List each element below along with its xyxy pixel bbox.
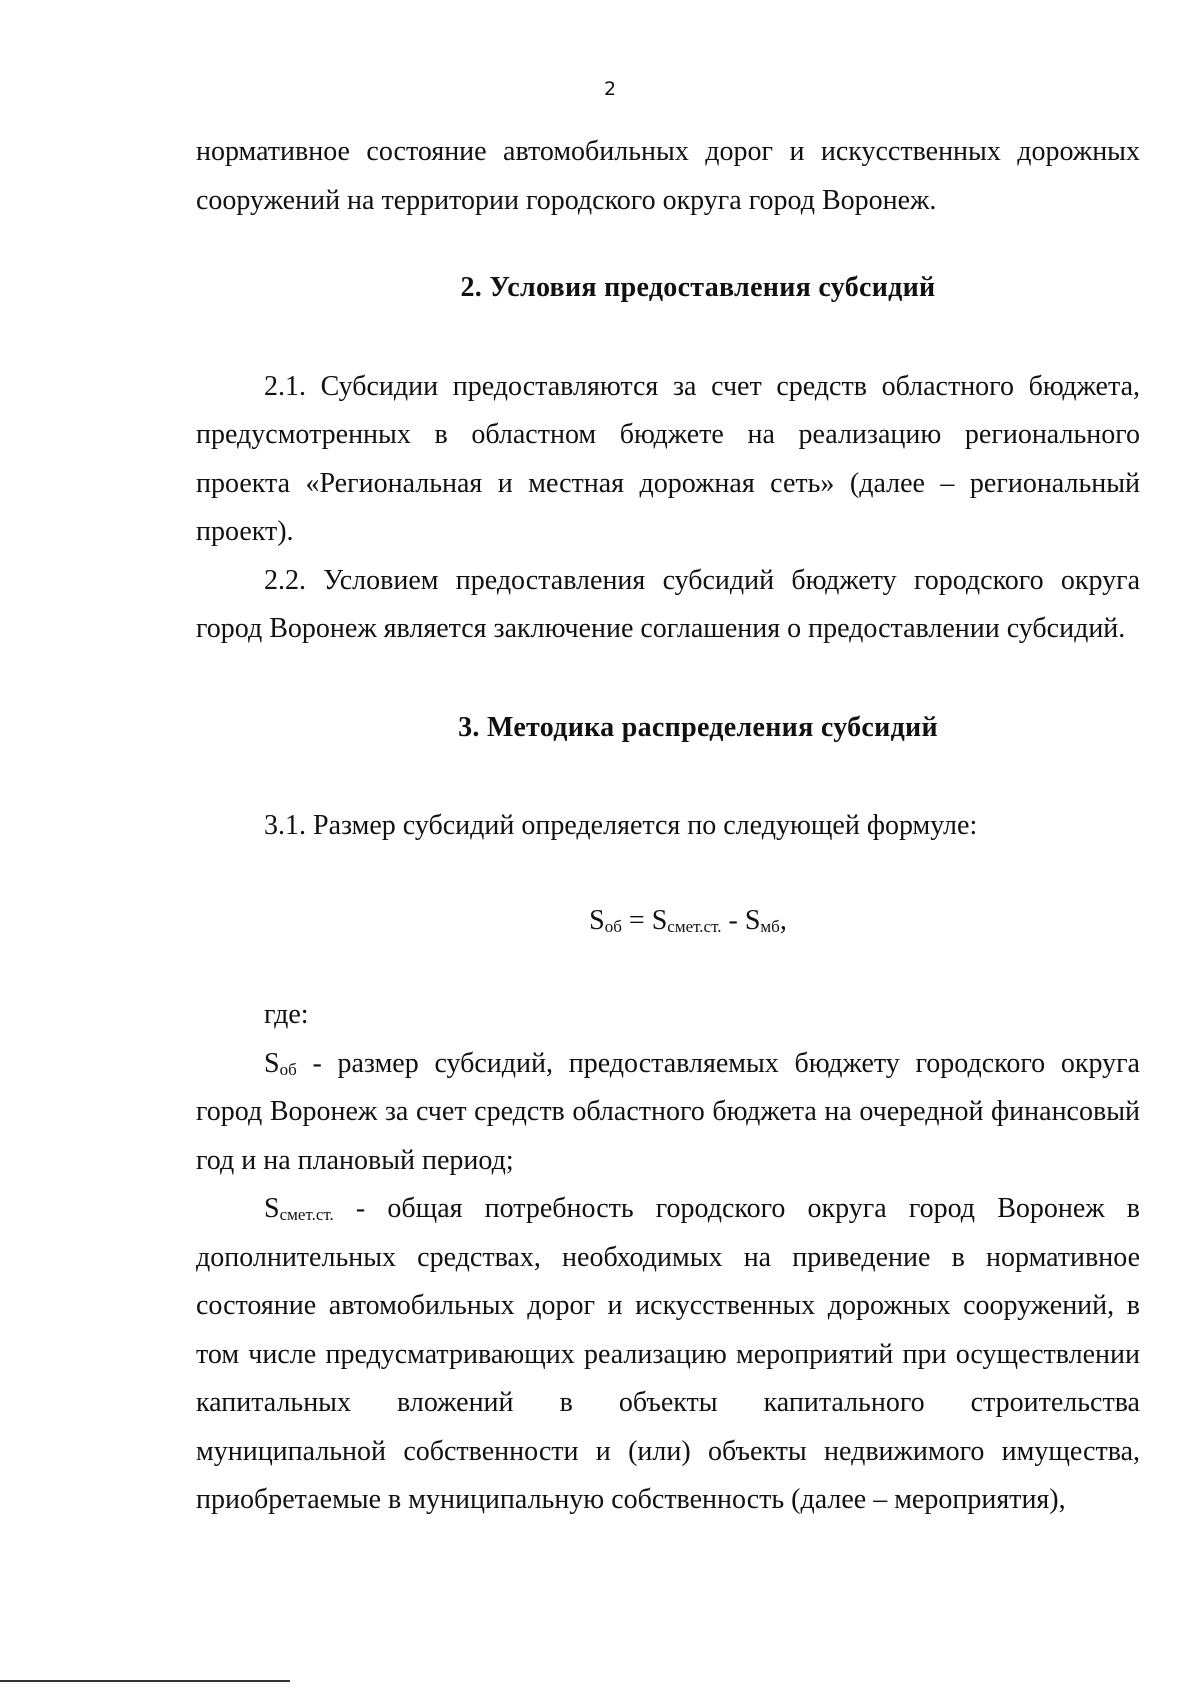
formula-symbol-s-mb: S (744, 904, 761, 936)
formula-comma: , (779, 904, 787, 936)
page-number: 2 (603, 78, 617, 100)
formula-equals: = (621, 904, 652, 936)
formula-symbol-s-smet: S (651, 904, 668, 936)
definition-s-ob-subscript: об (279, 1059, 297, 1079)
paragraph-2-1: 2.1. Субсидии предоставляются за счет средств областного бюджета, предусмотренных в областном бюджете на реализацию регионального проекта «Региональная и местная дорожная сеть» (далее – региональный проект). (196, 370, 1140, 547)
formula-symbol-s-ob: S (589, 904, 605, 936)
formula-subscript-smet: смет.ст. (667, 916, 722, 936)
definition-s-smet-symbol: S (264, 1193, 280, 1224)
formula-minus: - (721, 904, 745, 936)
formula-subscript-ob: об (604, 916, 622, 936)
intro-paragraph: нормативное состояние автомобильных дорог и искусственных дорожных сооружений на территории городского округа город Воронеж. (196, 136, 1140, 216)
definition-s-smet-subscript: смет.ст. (279, 1205, 334, 1224)
paragraph-3-1: 3.1. Размер субсидий определяется по следующей формуле: (264, 810, 978, 841)
paragraph-2-2: 2.2. Условием предоставления субсидий бюджету городского округа город Воронеж является заключение соглашения о предоставлении субсидий. (196, 564, 1140, 644)
definition-s-ob (196, 1040, 1140, 1186)
definition-s-smet (196, 1185, 1140, 1525)
formula (196, 897, 1140, 946)
document-body (196, 128, 1140, 1525)
definition-s-smet-text: - общая потребность городского округа город Воронеж в дополнительных средствах, необходимых на приведение в нормативное состояние автомобильных дорог и искусственных дорожных сооружений, в том числе предусматривающих реализацию мероприятий при осуществлении капитальных вложений в объекты капитального строительства муниципальной собственности и (или) объекты недвижимого имущества, приобретаемые в муниципальную собственность (далее – мероприятия), (196, 1193, 1140, 1515)
where-label: где: (264, 999, 309, 1030)
section-3-heading: 3. Методика распределения субсидий (458, 711, 938, 743)
section-2-heading: 2. Условия предоставления субсидий (460, 272, 936, 303)
definition-s-ob-symbol: S (264, 1047, 280, 1079)
formula-subscript-mb: мб (760, 916, 780, 936)
definition-s-ob-text: - размер субсидий, предоставляемых бюджету городского округа город Воронеж за счет средств областного бюджета на очередной финансовый год и на плановый период; (196, 1047, 1140, 1176)
bottom-edge-line (0, 1680, 290, 1682)
